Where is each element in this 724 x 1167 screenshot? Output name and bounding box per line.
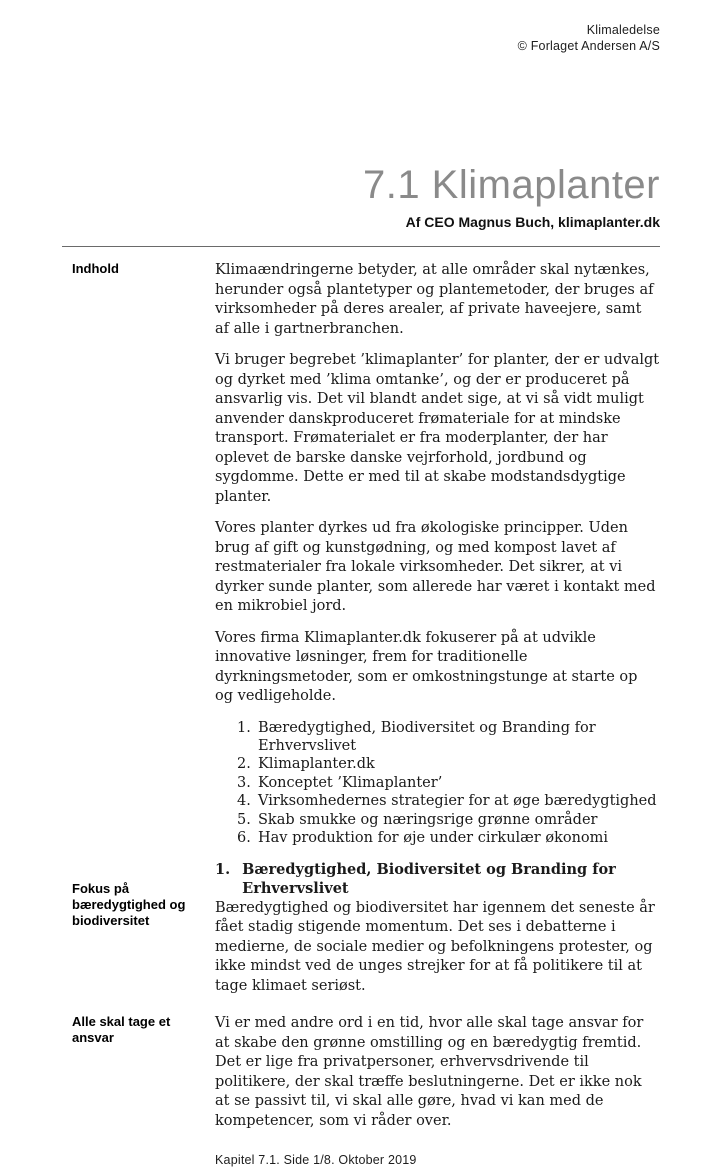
section-ansvar-body bbox=[215, 1014, 660, 1131]
margin-label-indhold: Indhold bbox=[72, 261, 119, 276]
section-indhold bbox=[72, 261, 660, 848]
publisher-header bbox=[72, 22, 660, 54]
paragraph: Bæredygtighed og biodiversitet har igennem det seneste år fået stadig stigende momentum. Det ses i debatterne i medierne, de sociale medier og befolkningens protester, og ikke mindst ved de unges strejker for at få politikere til at tage klimaet seriøst. bbox=[215, 899, 655, 994]
paragraph: Vi er med andre ord i en tid, hvor alle skal tage ansvar for at skabe den grønne omstilling og en bæredygtig fremtid. Det er lige fra privatpersoner, erhvervsdrivende til politikere, der skal træffe beslutningerne. Det er ikke nok at se passivt til, vi skal alle gøre, hvad vi kan med de kompetencer, som vi råder over. bbox=[215, 1015, 644, 1129]
list-item-text: Konceptet ’Klimaplanter’ bbox=[258, 774, 443, 791]
list-item-text: Skab smukke og næringsrige grønne områder bbox=[258, 811, 598, 828]
list-item bbox=[237, 755, 660, 773]
section-baeredygtighed bbox=[72, 860, 660, 997]
list-item bbox=[237, 719, 660, 755]
margin-label-ansvar: Alle skal tage et ansvar bbox=[72, 1014, 171, 1045]
contents-list bbox=[237, 719, 660, 848]
section-indhold-body bbox=[215, 261, 660, 848]
chapter-title: 7.1 Klimaplanter bbox=[362, 163, 660, 207]
list-item-number: 1. bbox=[237, 719, 251, 736]
margin-label-fokus: Fokus på bæredygtighed og biodiversitet bbox=[72, 880, 186, 928]
paragraph: Vores firma Klimaplanter.dk fokuserer på at udvikle innovative løsninger, frem for traditionelle dyrkningsmetoder, som er omkostningstunge at starte op og vedligeholde. bbox=[215, 629, 638, 704]
list-item-text: Klimaplanter.dk bbox=[258, 756, 375, 772]
list-item bbox=[237, 811, 660, 829]
paragraph: Klimaændringerne betyder, at alle områder skal nytænkes, herunder også plantetyper og plantemetoder, der bruges af virksomheder på deres arealer, af private haveejere, samt af alle i gartnerbranchen. bbox=[215, 262, 654, 337]
section-heading-text: Bæredygtighed, Biodiversitet og Branding for Erhvervslivet bbox=[242, 860, 616, 897]
list-item bbox=[237, 792, 660, 810]
section-baeredygtighed-body bbox=[215, 860, 660, 997]
paragraph: Vores planter dyrkes ud fra økologiske principper. Uden brug af gift og kunstgødning, og med kompost lavet af restmaterialer fra lokale virksomheder. Det sikrer, at vi dyrker sunde planter, som allerede har været i kontakt med en mikrobiel jord. bbox=[215, 520, 656, 614]
list-item-number: 4. bbox=[237, 793, 251, 809]
page-footer: Kapitel 7.1. Side 1/8. Oktober 2019 bbox=[215, 1153, 417, 1167]
list-item-text: Bæredygtighed, Biodiversitet og Branding for Erhvervslivet bbox=[258, 719, 596, 754]
section-heading-number: 1. bbox=[215, 860, 231, 878]
list-item-number: 2. bbox=[237, 756, 251, 772]
paragraph: Vi bruger begrebet ’klimaplanter’ for planter, der er udvalgt og dyrket med ’klima omtanke’, og der er produceret på ansvarlig vis. Det vil blandt andet sige, at vi så vidt muligt anvender danskproduceret frømateriale for at mindske transport. Frømaterialet er fra moderplanter, der har oplevet de barske danske vejrforhold, jordbund og sygdomme. Dette er med til at skabe modstandsdygtige planter. bbox=[215, 352, 660, 505]
list-item bbox=[237, 774, 660, 792]
author-byline: Af CEO Magnus Buch, klimaplanter.dk bbox=[405, 214, 660, 230]
list-item bbox=[237, 829, 660, 847]
list-item-number: 6. bbox=[237, 830, 251, 846]
section-heading bbox=[215, 860, 660, 899]
list-item-number: 3. bbox=[237, 774, 251, 791]
copyright-line: © Forlaget Andersen A/S bbox=[517, 39, 660, 53]
list-item-number: 5. bbox=[237, 811, 251, 828]
list-item-text: Hav produktion for øje under cirkulær økonomi bbox=[258, 830, 609, 846]
horizontal-rule bbox=[62, 246, 660, 247]
list-item-text: Virksomhedernes strategier for at øge bæredygtighed bbox=[258, 793, 657, 809]
publication-name: Klimaledelse bbox=[586, 23, 660, 37]
section-ansvar bbox=[72, 1014, 660, 1131]
